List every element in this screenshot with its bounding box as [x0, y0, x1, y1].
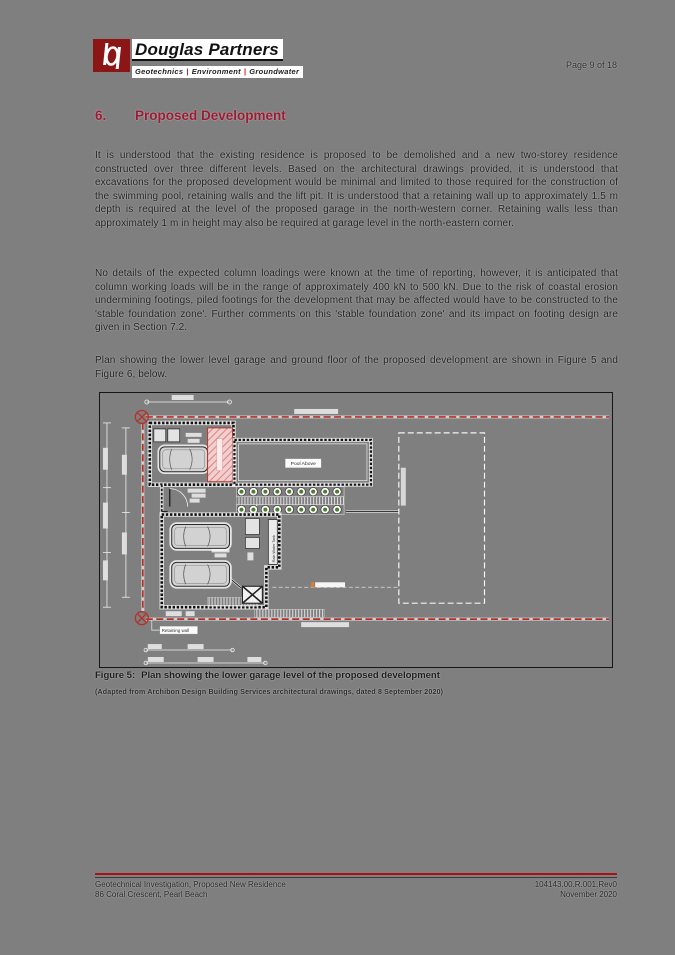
dimension-line-top [145, 395, 232, 404]
section-number: 6. [95, 108, 107, 123]
company-logo [93, 39, 303, 79]
figure-caption-text: Plan showing the lower garage level of the proposed development [141, 670, 440, 681]
retaining-wall-label [152, 620, 198, 634]
lift-shaft-hatched-area [208, 428, 233, 482]
car-icon-left [171, 524, 231, 550]
section-heading [95, 108, 617, 123]
car-icon-right [171, 561, 231, 587]
paragraph-1: It is understood that the existing residence is proposed to be demolished and a new two-storey residence constructed over three different levels. Based on the architectural drawings provided, it is understood that excavations for the proposed development would be minimal and limited to those required for the construction of the swimming pool, retaining walls and the lift pit. It is understood that a retaining wall up to approximately 1.5 m depth is required at the level of the proposed garage in the north-western corner. Retaining walls less than approximately 1 m in height may also be required at garage level in the north-eastern corner. [95, 150, 618, 229]
scale-bars [144, 644, 267, 665]
pool-label: Pool Above [290, 461, 316, 468]
footer-project-title: Geotechnical Investigation, Proposed New Residence [95, 880, 286, 889]
dp-monogram-icon [93, 39, 130, 72]
paragraph-3: Plan showing the lower level garage and ground floor of the proposed development are shown in Figure 5 and Figure 6, below. [95, 355, 618, 380]
footer-project-address: 86 Coral Crescent, Pearl Beach [95, 890, 208, 899]
footer-project-info [95, 880, 286, 900]
footer-report-date: November 2020 [560, 890, 617, 899]
roof-outline-above [399, 433, 485, 603]
figure-subcaption: (Adapted from Archibon Design Building Services architectural drawings, dated 8 September 2020) [95, 689, 444, 696]
brand-tagline: Geotechnics | Environment | Groundwater [132, 66, 303, 78]
tree-icons-row-top [237, 487, 341, 495]
logo-text [132, 39, 303, 79]
figure-caption-label: Figure 5: [95, 670, 136, 681]
svg-text:Retaining wall: Retaining wall [161, 628, 190, 634]
pool-outline [234, 440, 370, 485]
footer-report-ref: 104143.00.R.001.Rev0 [534, 880, 617, 889]
paragraph-2: No details of the expected column loadings were known at the time of reporting, however, it is anticipated that column working loads will be in the range of approximately 400 kN to 500 kN. Due to the risk of coastal erosion undermining footings, piled footings for the development that may be affected would have to be constructed to the 'stable foundation zone'. Further comments on this 'stable foundation zone' and its impact on footing design are given in Section 7.2. [95, 268, 618, 334]
lift-icon [242, 586, 262, 603]
site-plan-figure [99, 392, 613, 668]
car-icon-upper [159, 446, 209, 473]
lower-annotations [166, 609, 324, 617]
footer-reference-info [535, 880, 617, 900]
rain-water-tank [268, 520, 277, 565]
section-title: Proposed Development [135, 108, 286, 123]
brand-name: Douglas Partners [132, 39, 283, 61]
tank-label: Rain Water Tank [271, 534, 276, 563]
level-connector [272, 582, 399, 587]
footer-rule [95, 873, 617, 878]
page-number: Page 9 of 18 [565, 60, 617, 70]
dimension-lines-left [103, 423, 130, 607]
figure-caption [95, 670, 618, 681]
